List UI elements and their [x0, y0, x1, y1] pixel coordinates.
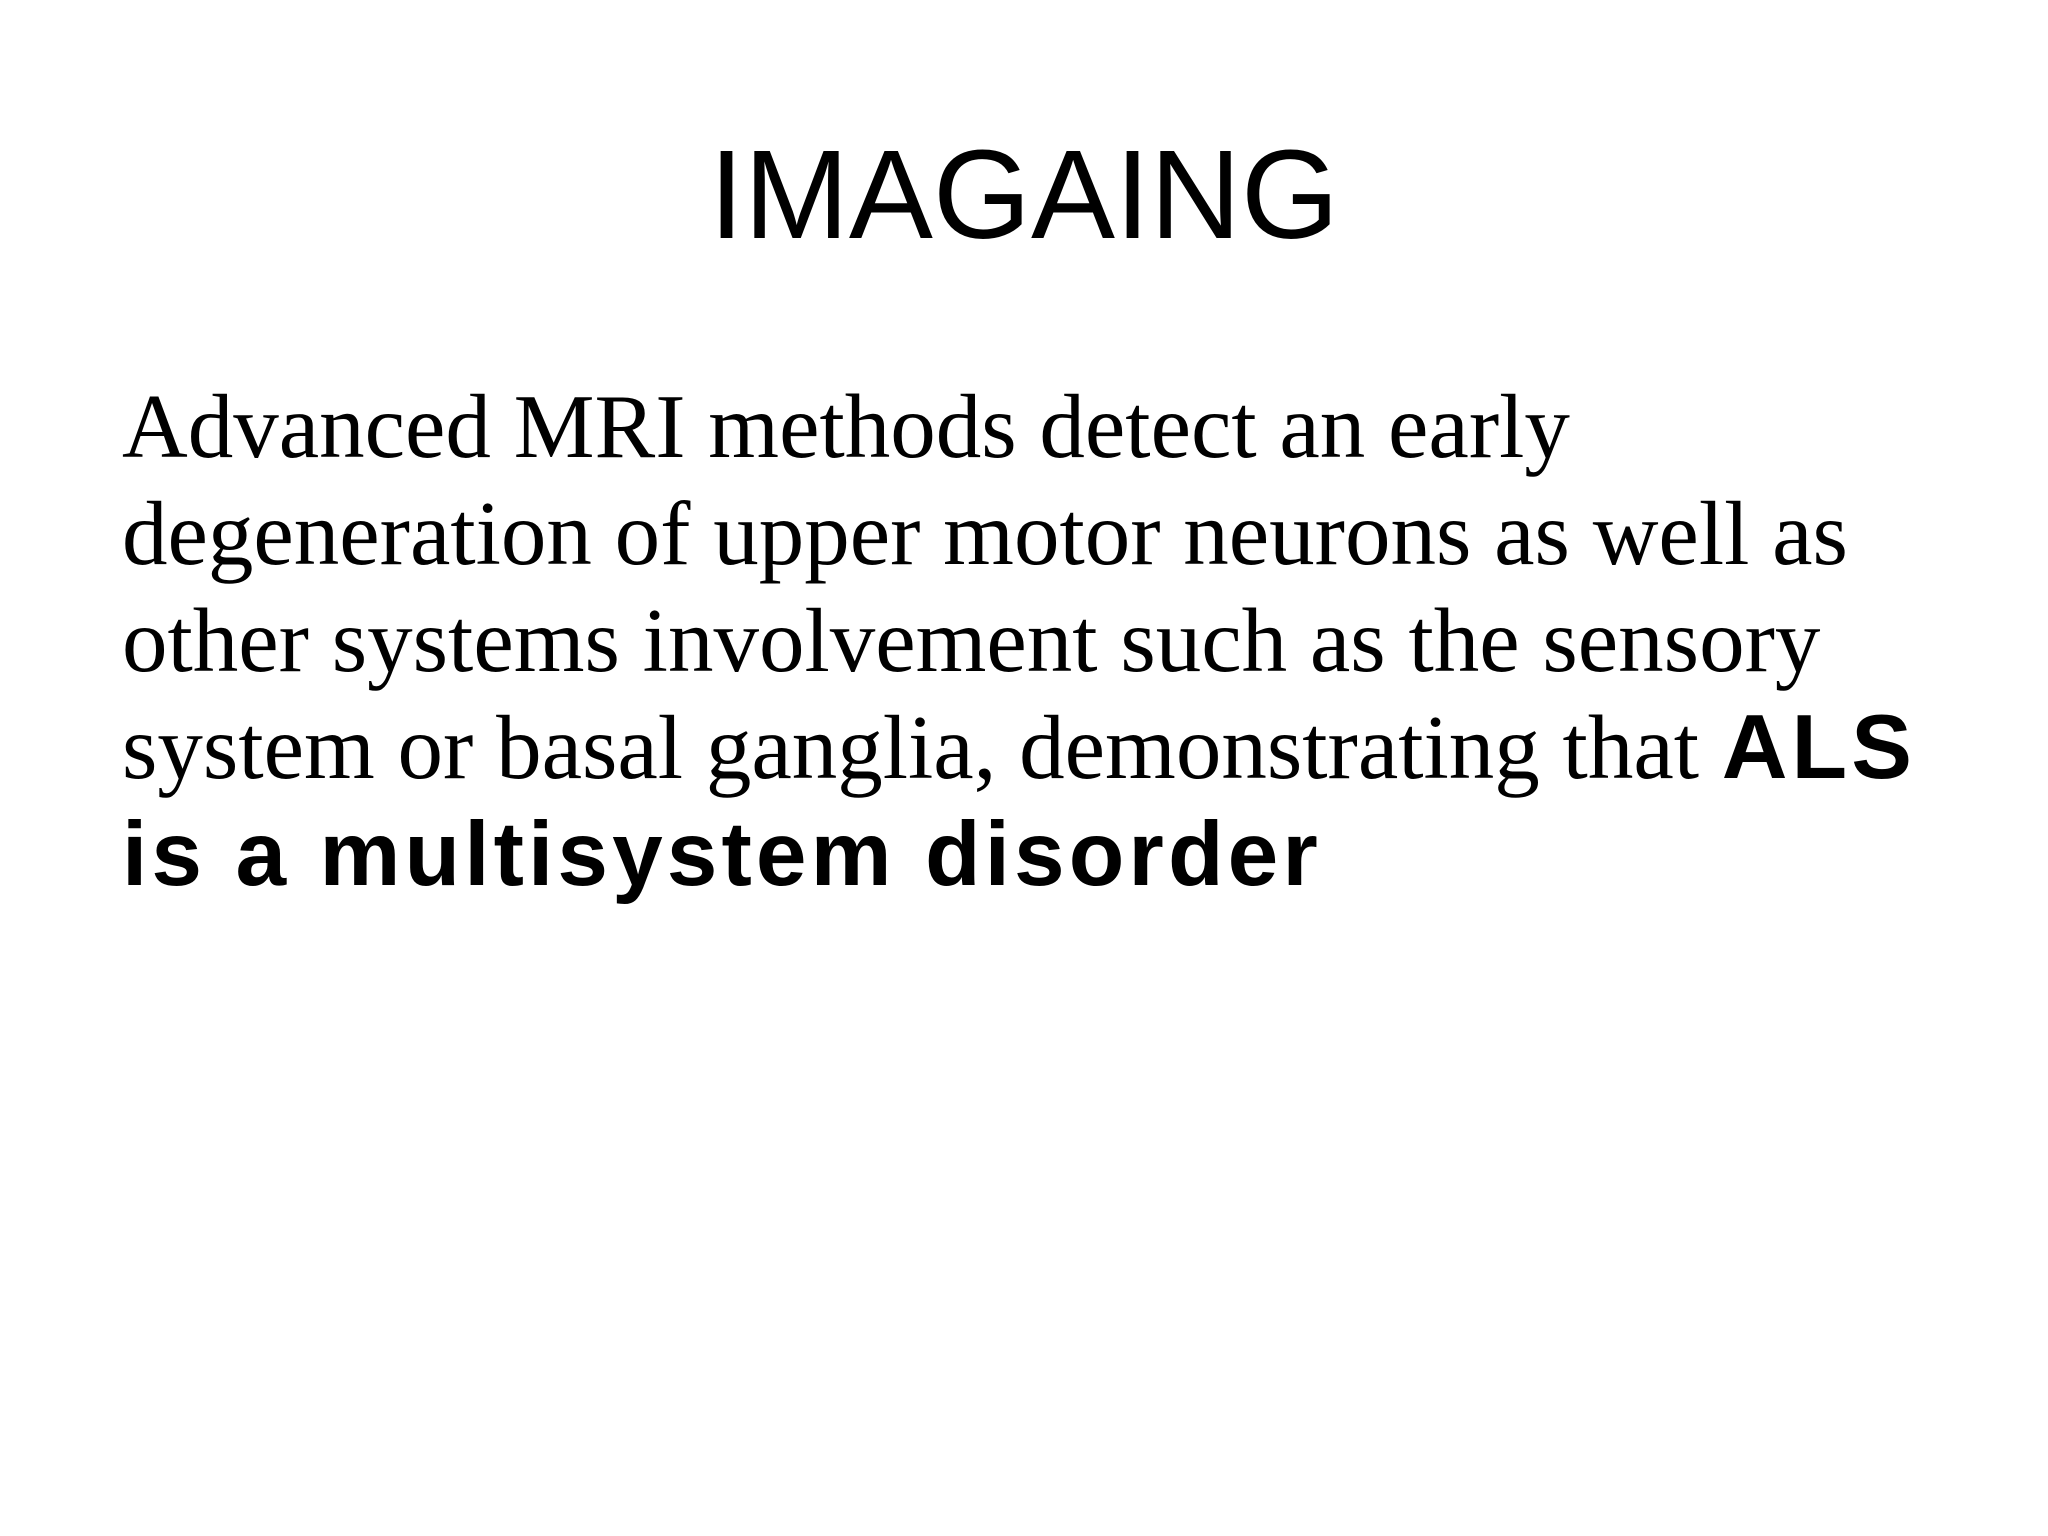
slide-body-paragraph	[122, 373, 1982, 908]
body-line-4-regular-text: system or basal ganglia, demonstrating that	[122, 697, 1722, 798]
body-line-4	[122, 694, 1982, 801]
slide-title: IMAGAING	[708, 124, 1340, 265]
body-line-2: degeneration of upper motor neurons as well as	[122, 483, 1848, 584]
body-line-4-bold-text: ALS	[1721, 697, 1917, 798]
body-line-3: other systems involvement such as the sensory	[122, 590, 1821, 691]
body-line-5-bold-text: is a multisystem disorder	[122, 804, 1322, 905]
body-line-1: Advanced MRI methods detect an early	[122, 376, 1570, 477]
